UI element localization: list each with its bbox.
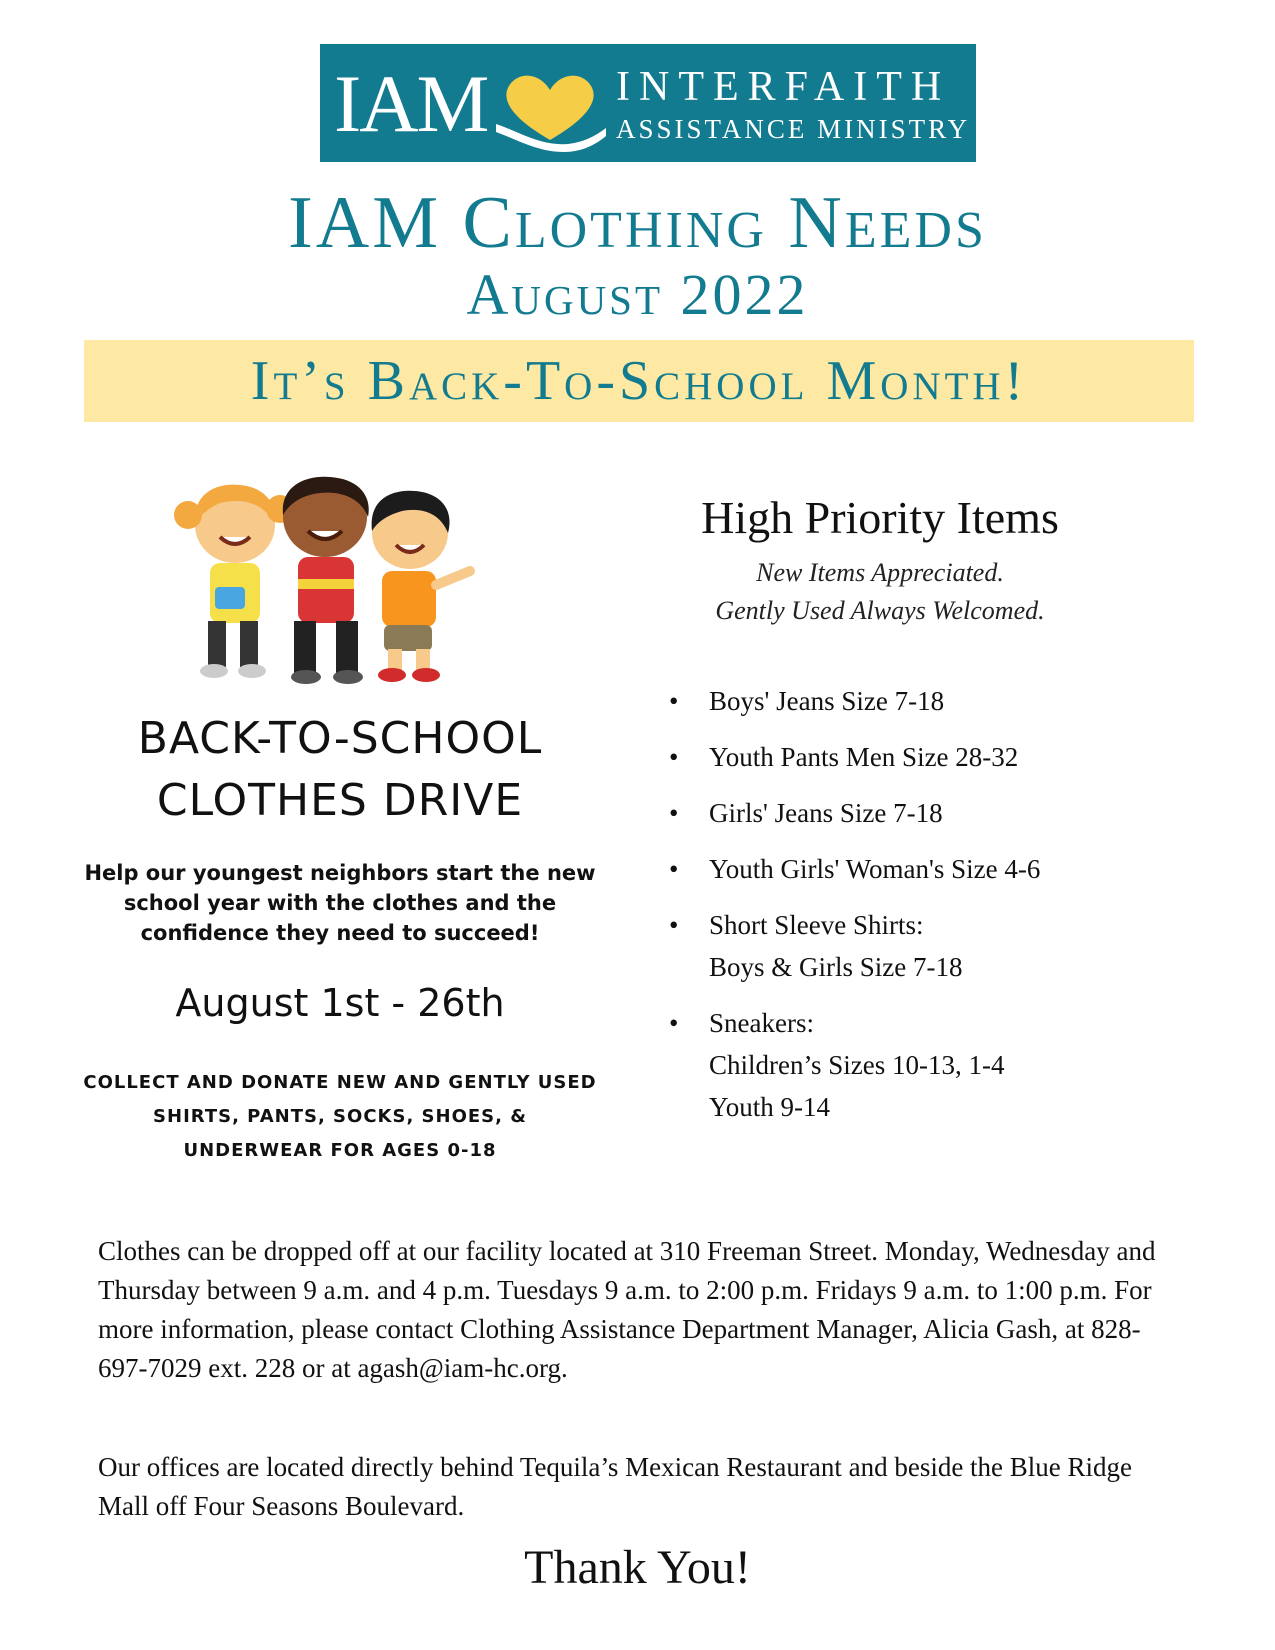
list-item-text: Youth 9-14: [709, 1092, 831, 1122]
heart-hand-icon: [490, 62, 610, 152]
priority-title: High Priority Items: [701, 492, 1059, 543]
priority-subtitle-line2: Gently Used Always Welcomed.: [715, 596, 1045, 625]
drive-note: COLLECT AND DONATE NEW AND GENTLY USED SHIRTS, PANTS, SOCKS, SHOES, & UNDERWEAR FOR AGES 0-18: [83, 1072, 597, 1161]
bullet-icon: •: [669, 686, 679, 716]
logo-banner: [320, 44, 976, 162]
drive-title-line2: CLOTHES DRIVE: [156, 775, 524, 826]
list-item-text: Youth Pants Men Size 28-32: [709, 742, 1019, 772]
school-kids-illustration: [170, 475, 490, 695]
list-item: [665, 680, 1185, 722]
page-title: IAM Clothing Needs: [288, 182, 987, 264]
list-item-text: Children’s Sizes 10-13, 1-4: [709, 1050, 1005, 1080]
priority-subtitle: [640, 554, 1120, 630]
list-item: [665, 1002, 1185, 1128]
drive-dates: August 1st - 26th: [175, 981, 505, 1025]
logo-interfaith-text: INTERFAITH: [616, 64, 951, 110]
list-item-text: Girls' Jeans Size 7-18: [709, 798, 943, 828]
office-location-info: Our offices are located directly behind Tequila’s Mexican Restaurant and beside the Blue Ridge Mall off Four Seasons Boulevard.: [98, 1452, 1133, 1521]
drive-description: Help our youngest neighbors start the new school year with the clothes and the confidence they need to succeed!: [84, 861, 596, 945]
priority-subtitle-line1: New Items Appreciated.: [756, 558, 1004, 587]
list-item-text: Youth Girls' Woman's Size 4-6: [709, 854, 1041, 884]
list-item: [665, 848, 1185, 890]
priority-items-list: [665, 680, 1185, 1142]
list-item-text: Boys' Jeans Size 7-18: [709, 686, 945, 716]
list-item-text: Short Sleeve Shirts:: [709, 910, 924, 940]
list-item: [665, 792, 1185, 834]
list-item: [665, 736, 1185, 778]
drive-title: [100, 708, 580, 832]
logo-ministry-text: ASSISTANCE MINISTRY: [616, 114, 971, 144]
page-subtitle: August 2022: [466, 262, 809, 327]
drive-title-line1: BACK-TO-SCHOOL: [137, 713, 543, 764]
bullet-icon: •: [669, 798, 679, 828]
list-item: [665, 904, 1185, 988]
bullet-icon: •: [669, 1008, 679, 1038]
list-item-text: Sneakers:: [709, 1008, 814, 1038]
dropoff-info: Clothes can be dropped off at our facility located at 310 Freeman Street. Monday, Wednesday and Thursday between 9 a.m. and 4 p.m. Tuesdays 9 a.m. to 2:00 p.m. Fridays 9 a.m. to 1:00 p.m. For more information, please contact Clothing Assistance Department Manager, Alicia Gash, at 828-697-7029 ext. 228 or at agash@iam-hc.org.: [98, 1236, 1156, 1383]
bullet-icon: •: [669, 910, 679, 940]
logo-iam-text: IAM: [334, 58, 488, 149]
thank-you-text: Thank You!: [524, 1541, 751, 1594]
list-item-text: Boys & Girls Size 7-18: [709, 952, 963, 982]
bullet-icon: •: [669, 742, 679, 772]
bullet-icon: •: [669, 854, 679, 884]
month-banner: It’s Back-To-School Month!: [84, 340, 1194, 422]
